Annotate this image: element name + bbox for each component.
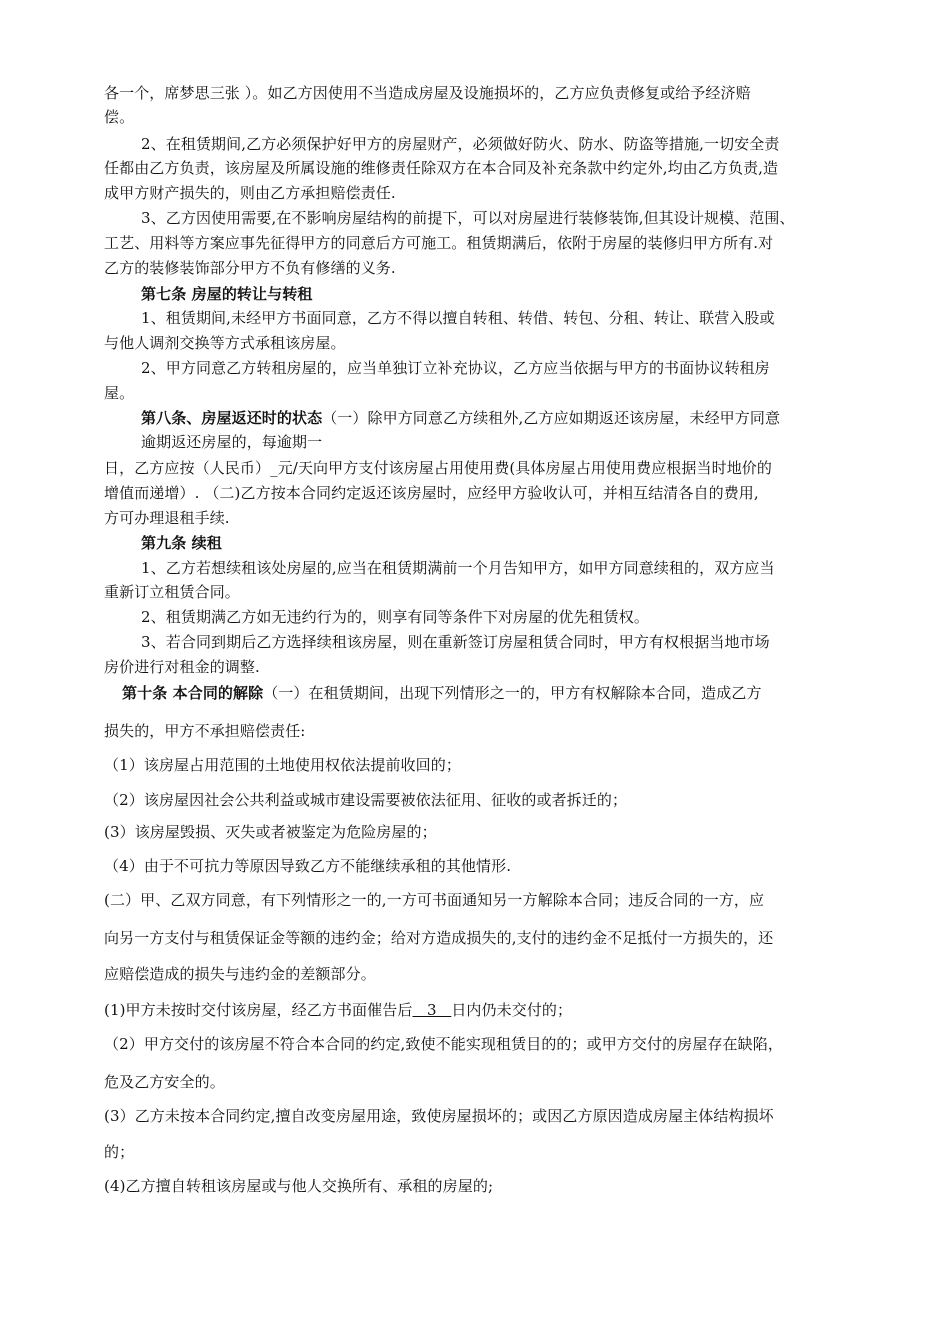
text-span: 应赔偿造成的损失与违约金的差额部分。 [104, 965, 376, 983]
text-span: 2、在租赁期间,乙方必须保护好甲方的房屋财产，必须做好防火、防水、防盗等措施,一切安全责 [141, 135, 780, 153]
text-span: 3、乙方因使用需要,在不影响房屋结构的前提下，可以对房屋进行装修装饰,但其设计规模、范围、 [141, 209, 795, 227]
text-line [104, 508, 230, 528]
text-span: （2）该房屋因社会公共利益或城市建设需要被依法征用、征收的或者拆迁的； [104, 791, 628, 809]
text-line [104, 83, 751, 103]
text-line [141, 208, 795, 228]
text-line [141, 408, 780, 428]
text-span: 工艺、用料等方案应事先征得甲方的同意后方可施工。租赁期满后，依附于房屋的装修归甲方所有.对 [104, 234, 774, 252]
text-span: 逾期返还房屋的，每逾期一 [141, 433, 323, 451]
text-line [141, 134, 779, 154]
text-span: 3、若合同到期后乙方选择续租该房屋，则在重新签订房屋租赁合同时，甲方有权根据当地市场 [141, 633, 770, 651]
text-span: （4）由于不可抗力等原因导致乙方不能继续承租的其他情形. [104, 857, 512, 875]
text-line [104, 582, 240, 602]
text-line [141, 432, 322, 452]
text-span: 任都由乙方负责，该房屋及所属设施的维修责任除双方在本合同及补充条款中约定外,均由乙方负责,造 [104, 159, 779, 177]
text-line [141, 607, 649, 627]
text-span: 1、租赁期间,未经甲方书面同意，乙方不得以擅自转租、转借、转包、分租、转让、联营入股或 [141, 309, 775, 327]
text-line [104, 721, 305, 741]
text-span: 重新订立租赁合同。 [104, 583, 240, 601]
text-line [104, 822, 437, 842]
text-span: 危及乙方安全的。 [104, 1073, 225, 1091]
heading-text: 第九条 续租 [141, 534, 222, 552]
text-line [104, 856, 511, 876]
heading-text: 第七条 房屋的转让与转租 [141, 285, 313, 303]
text-line [104, 1106, 774, 1126]
text-span: 方可办理退租手续. [104, 509, 230, 527]
text-span: （1）该房屋占用范围的土地使用权依法提前收回的； [104, 756, 461, 774]
text-line [104, 790, 627, 810]
text-span: (3）乙方未按本合同约定,擅自改变房屋用途，致使房屋损坏的；或因乙方原因造成房屋主体结构损坏 [104, 1107, 774, 1125]
text-line [104, 1176, 493, 1196]
text-span: 2、甲方同意乙方转租房屋的，应当单独订立补充协议，乙方应当依据与甲方的书面协议转租房 [141, 359, 770, 377]
text-span: 增值而递增）. （二)乙方按本合同约定返还该房屋时，应经甲方验收认可，并相互结清各自的费用, [104, 484, 759, 502]
text-span: （一）除甲方同意乙方续租外,乙方应如期返还该房屋，未经甲方同意 [322, 409, 781, 427]
text-span: 与他人调剂交换等方式承租该房屋。 [104, 334, 346, 352]
text-span: (4)乙方擅自转租该房屋或与他人交换所有、承租的房屋的; [104, 1177, 494, 1195]
text-line [104, 107, 134, 127]
text-line [104, 233, 773, 253]
text-span: 2、租赁期满乙方如无违约行为的，则享有同等条件下对房屋的优先租赁权。 [141, 608, 649, 626]
text-line [141, 632, 770, 652]
text-line [104, 964, 376, 984]
text-line [104, 483, 759, 503]
text-line [141, 358, 770, 378]
text-line [104, 890, 764, 910]
text-line [141, 308, 775, 328]
text-line [104, 928, 773, 948]
text-span: 各一个，席梦思三张 ）。如乙方因使用不当造成房屋及设施损坏的，乙方应负责修复或给予经济赔 [104, 84, 751, 102]
text-line [141, 558, 775, 578]
text-line [104, 333, 346, 353]
text-line [104, 755, 461, 775]
text-line [104, 1072, 225, 1092]
text-line [104, 458, 772, 478]
text-span: 屋。 [104, 384, 135, 402]
text-line [104, 258, 396, 278]
section-heading [141, 284, 312, 304]
text-span: (二）甲、乙双方同意，有下列情形之一的,一方可书面通知另一方解除本合同；违反合同的一方，应 [104, 891, 765, 909]
text-span: 成甲方财产损失的，则由乙方承担赔偿责任. [104, 184, 396, 202]
text-line [104, 657, 260, 677]
text-span: （一）在租赁期间，出现下列情形之一的，甲方有权解除本合同，造成乙方 [263, 684, 762, 702]
section-heading: 第十条 本合同的解除 [122, 684, 264, 702]
text-span: （2）甲方交付的该房屋不符合本合同的约定,致使不能实现租赁目的的；或甲方交付的房屋存在缺陷， [104, 1035, 783, 1053]
text-span: 1、乙方若想续租该处房屋的,应当在租赁期满前一个月告知甲方，如甲方同意续租的，双方应当 [141, 559, 775, 577]
text-line [104, 1000, 572, 1020]
text-span: 偿。 [104, 108, 135, 126]
text-span: 损失的，甲方不承担赔偿责任: [104, 722, 306, 740]
text-span: 日，乙方应按（人民币）_元/天向甲方支付该房屋占用使用费(具体房屋占用使用费应根据当时地价的 [104, 459, 773, 477]
section-heading [141, 533, 222, 553]
text-span: 乙方的装修装饰部分甲方不负有修缮的义务. [104, 259, 396, 277]
text-span: 的； [104, 1143, 135, 1161]
text-span: 日内仍未交付的； [451, 1001, 573, 1019]
text-line [104, 183, 396, 203]
text-span: (1)甲方未按时交付该房屋，经乙方书面催告后 [104, 1001, 413, 1019]
text-line [104, 1034, 783, 1054]
text-span: 房价进行对租金的调整. [104, 658, 260, 676]
text-line [104, 158, 778, 178]
days-value: 3 [412, 1001, 452, 1019]
text-line [104, 383, 134, 403]
text-line [104, 1142, 134, 1162]
text-span: 向另一方支付与租赁保证金等额的违约金；给对方造成损失的,支付的违约金不足抵付一方损失的，还 [104, 929, 774, 947]
section-heading: 第八条、房屋返还时的状态 [141, 409, 323, 427]
text-line [122, 683, 762, 703]
text-span: (3）该房屋毁损、灭失或者被鉴定为危险房屋的； [104, 823, 437, 841]
